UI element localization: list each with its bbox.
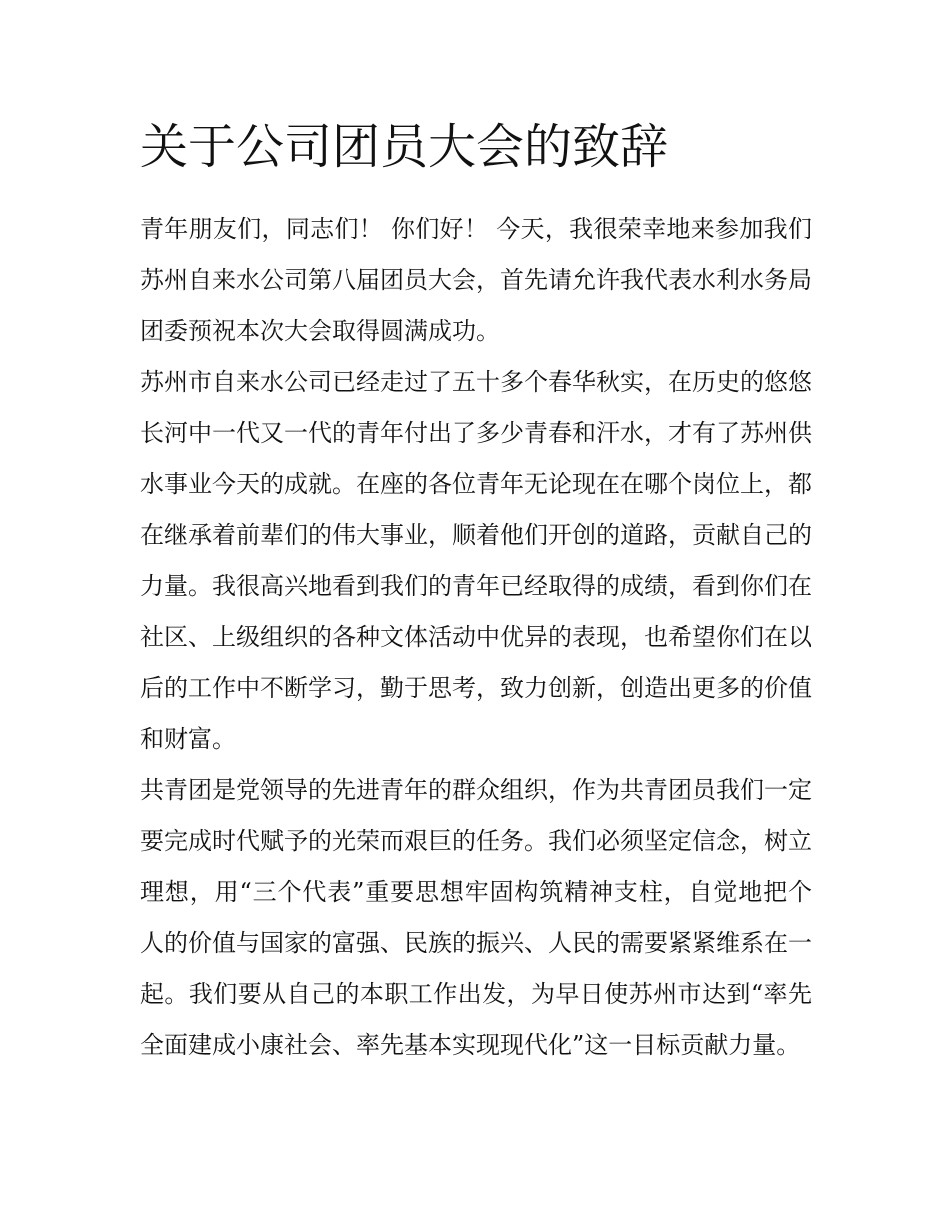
paragraph-greeting: 青年朋友们，同志们！ 你们好！ 今天，我很荣幸地来参加我们苏州自来水公司第八届团员大会，首先请允许我代表水利水务局团委预祝本次大会取得圆满成功。 [140, 215, 812, 345]
document-title: 关于公司团员大会的致辞 [140, 119, 669, 175]
paragraph-mission: 共青团是党领导的先进青年的群众组织，作为共青团员我们一定要完成时代赋予的光荣而艰巨的任务。我们必须坚定信念，树立理想，用“三个代表”重要思想牢固构筑精神支柱，自觉地把个人的价值与国家的富强、民族的振兴、人民的需要紧紧维系在一起。我们要从自己的本职工作出发，为早日使苏州市达到“率先全面建成小康社会、率先基本实现现代化”这一目标贡献力量。 [140, 776, 812, 1059]
document-page [140, 112, 812, 1071]
paragraph-history: 苏州市自来水公司已经走过了五十多个春华秋实，在历史的悠悠长河中一代又一代的青年付出了多少青春和汗水，才有了苏州供水事业今天的成就。在座的各位青年无论现在在哪个岗位上，都在继承着前辈们的伟大事业，顺着他们开创的道路，贡献自己的力量。我很高兴地看到我们的青年已经取得的成绩，看到你们在社区、上级组织的各种文体活动中优异的表现，也希望你们在以后的工作中不断学习，勤于思考，致力创新，创造出更多的价值和财富。 [140, 368, 812, 753]
